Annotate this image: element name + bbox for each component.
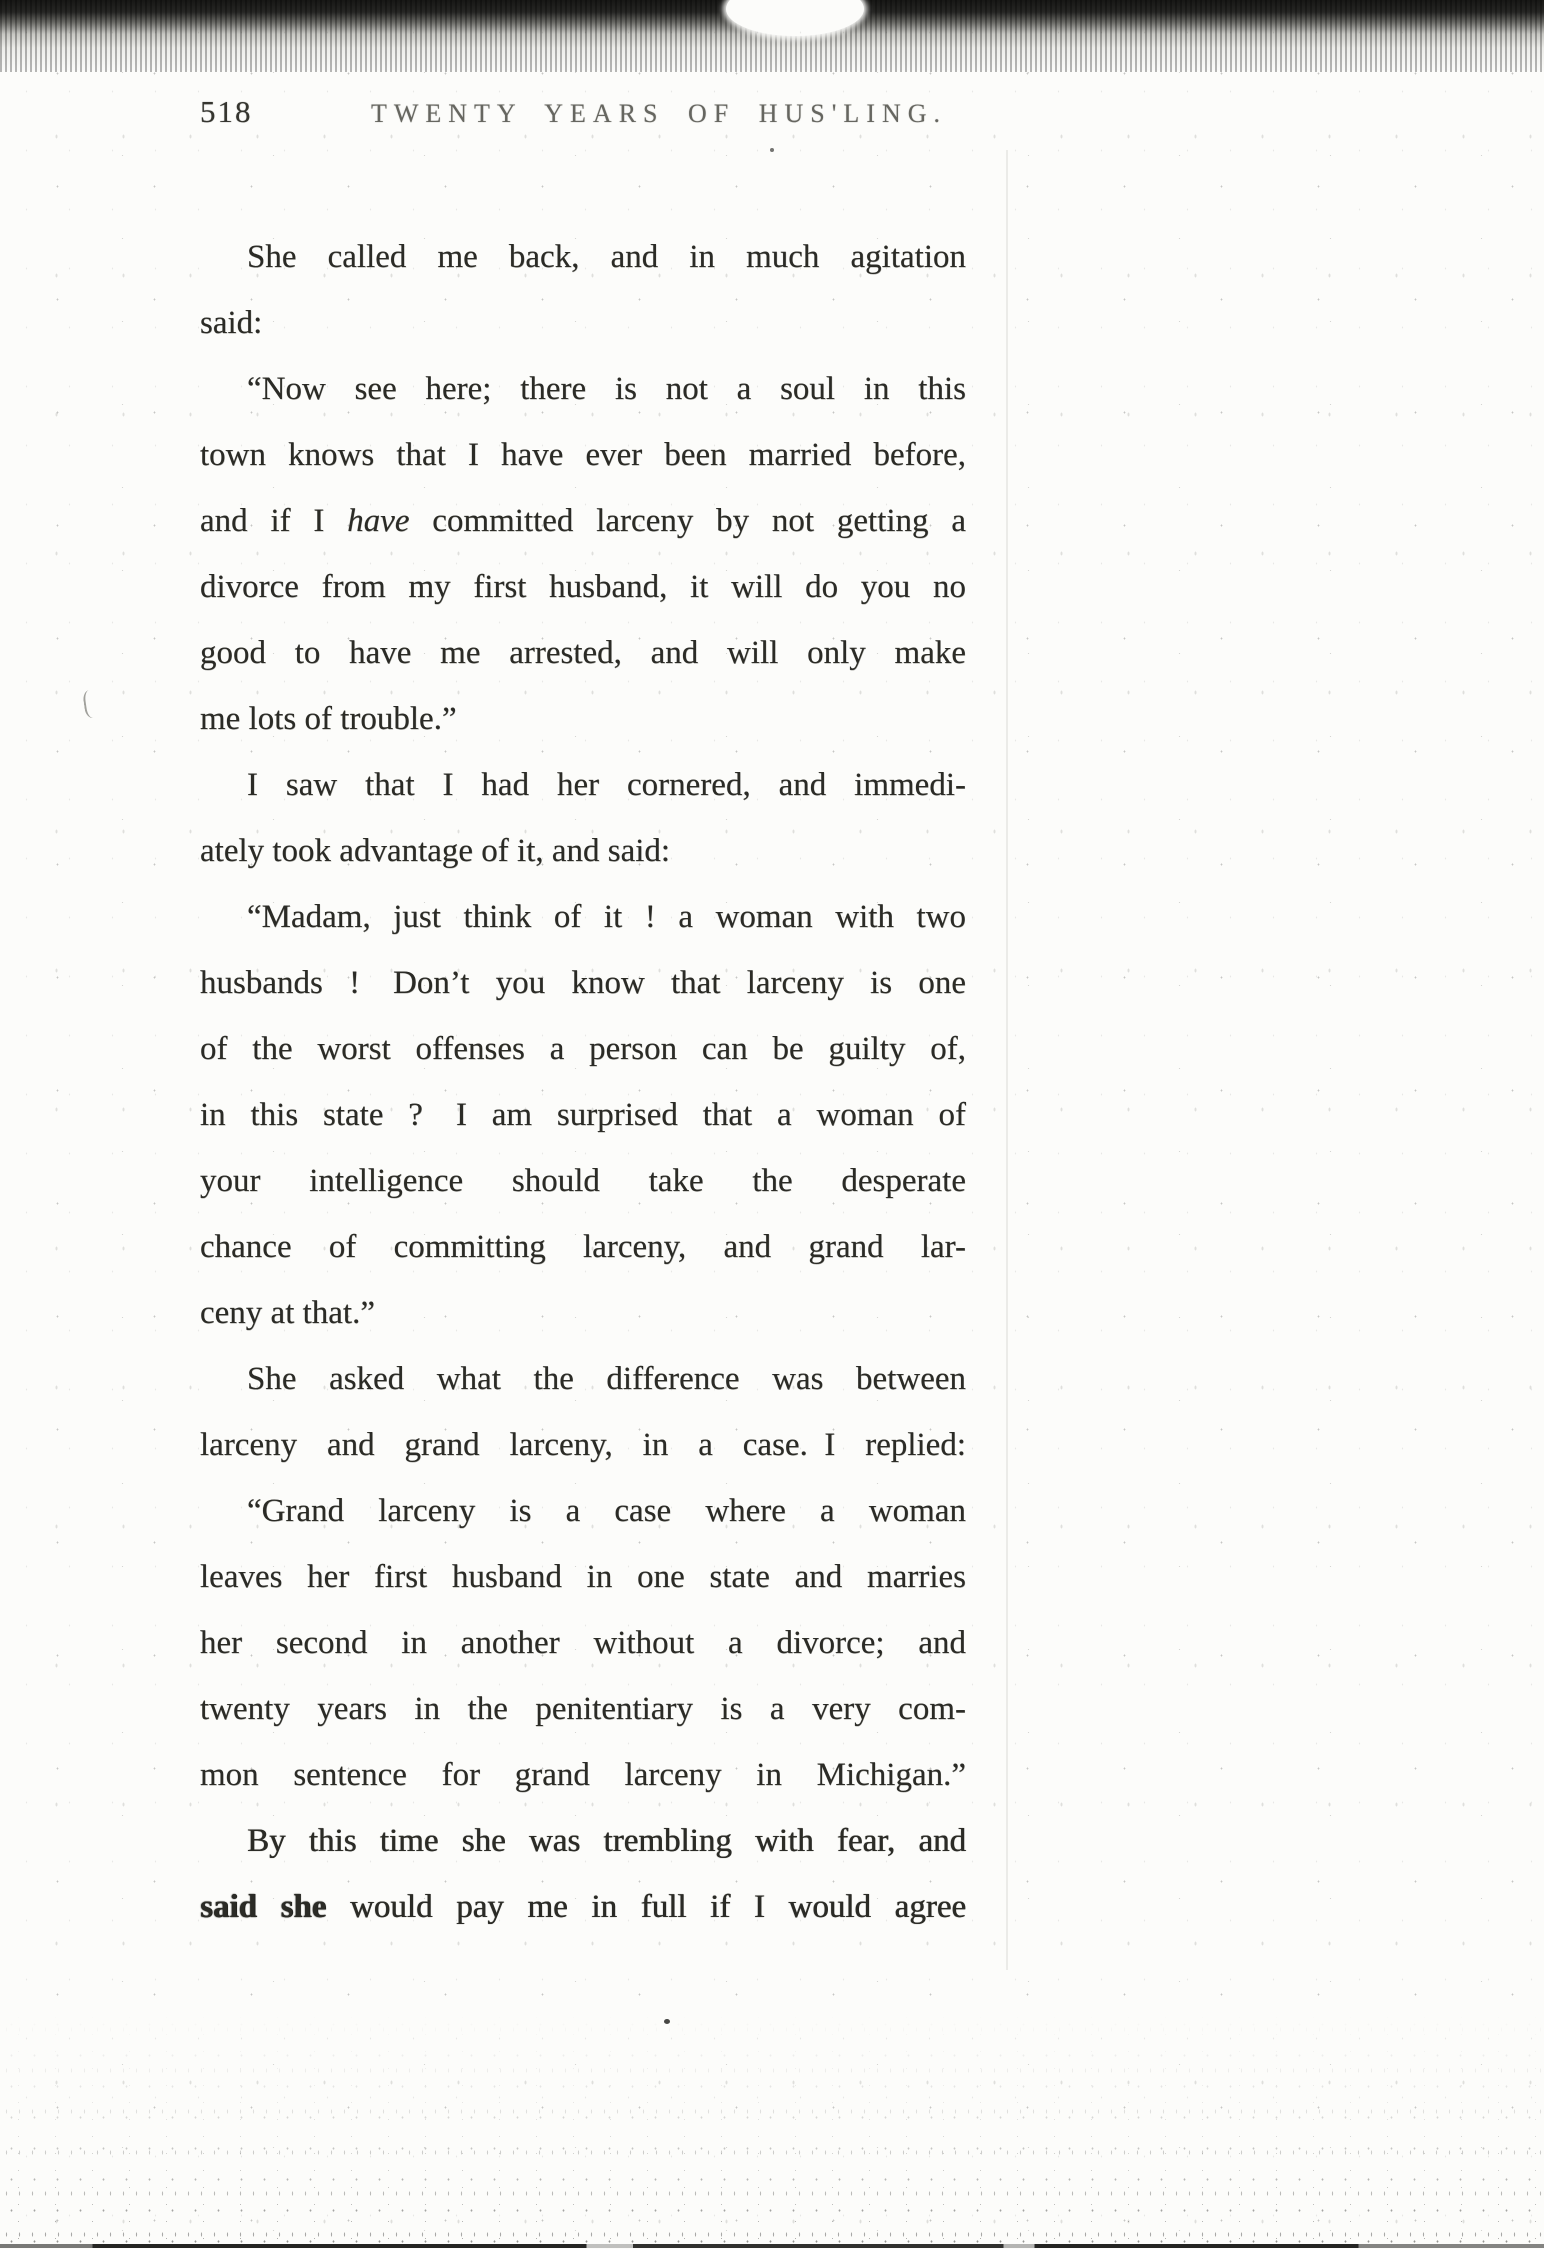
text-line: mon sentence for grand larceny in Michigan.”: [200, 1757, 966, 1793]
italic-word: have: [347, 503, 410, 539]
smudged-words: said she: [200, 1889, 327, 1925]
text-line: ately took advantage of it, and said:: [200, 833, 671, 869]
running-title: TWENTY YEARS OF HUS'LING.: [370, 99, 948, 128]
text-line: [200, 488, 966, 554]
scan-bottom-edge: [0, 2244, 1544, 2248]
text-line: of the worst offenses a person can be guilty of,: [200, 1031, 966, 1067]
paragraph: [200, 1478, 966, 1808]
text-line: leaves her first husband in one state and marries: [200, 1559, 966, 1595]
scan-noise-bottom: [0, 2009, 1544, 2249]
text-line: By this time she was trembling with fear, and: [247, 1823, 966, 1859]
text-segment: would pay me in full if I would agree: [326, 1889, 966, 1925]
scan-notch: [726, 0, 864, 36]
text-line: town knows that I have ever been married before,: [200, 437, 966, 473]
text-segment: and if I: [200, 503, 348, 539]
text-line: “Madam, just think of it ! a woman with two: [247, 899, 966, 935]
text-line: good to have me arrested, and will only make: [200, 635, 966, 671]
text-line: me lots of trouble.”: [200, 701, 457, 737]
page-number: 518: [200, 94, 253, 129]
body-text: [200, 224, 966, 1940]
page-header: [200, 94, 970, 130]
text-line: She called me back, and in much agitation: [247, 239, 966, 275]
text-line: She asked what the difference was between: [247, 1361, 966, 1397]
text-line: ceny at that.”: [200, 1295, 375, 1331]
text-line: divorce from my first husband, it will do you no: [200, 569, 966, 605]
text-segment: committed larceny by not getting a: [409, 503, 967, 539]
paragraph: [200, 752, 966, 884]
scan-speck: [664, 2019, 670, 2024]
text-line: I saw that I had her cornered, and immedi-: [247, 767, 966, 803]
scan-gutter-shadow-top: [0, 0, 1544, 72]
scan-page-edge: [1006, 150, 1008, 1970]
text-line: “Now see here; there is not a soul in this: [247, 371, 966, 407]
paragraph: [200, 1346, 966, 1478]
text-line: larceny and grand larceny, in a case. I replied:: [200, 1427, 966, 1463]
scan-stray-mark: [82, 689, 100, 719]
text-line: “Grand larceny is a case where a woman: [247, 1493, 966, 1529]
text-line: twenty years in the penitentiary is a very com-: [200, 1691, 966, 1727]
paragraph: [200, 1808, 966, 1940]
text-line: husbands ! Don’t you know that larceny is one: [200, 965, 966, 1001]
text-line: in this state ? I am surprised that a woman of: [200, 1097, 966, 1133]
text-line: chance of committing larceny, and grand lar-: [200, 1229, 966, 1265]
text-line: your intelligence should take the desperate: [200, 1163, 966, 1199]
text-line: her second in another without a divorce; and: [200, 1625, 966, 1661]
text-line: said:: [200, 305, 263, 341]
paragraph: [200, 884, 966, 1346]
scan-speck: [770, 148, 774, 152]
paragraph: [200, 356, 966, 752]
text-line: [200, 1874, 966, 1940]
paragraph: [200, 224, 966, 356]
